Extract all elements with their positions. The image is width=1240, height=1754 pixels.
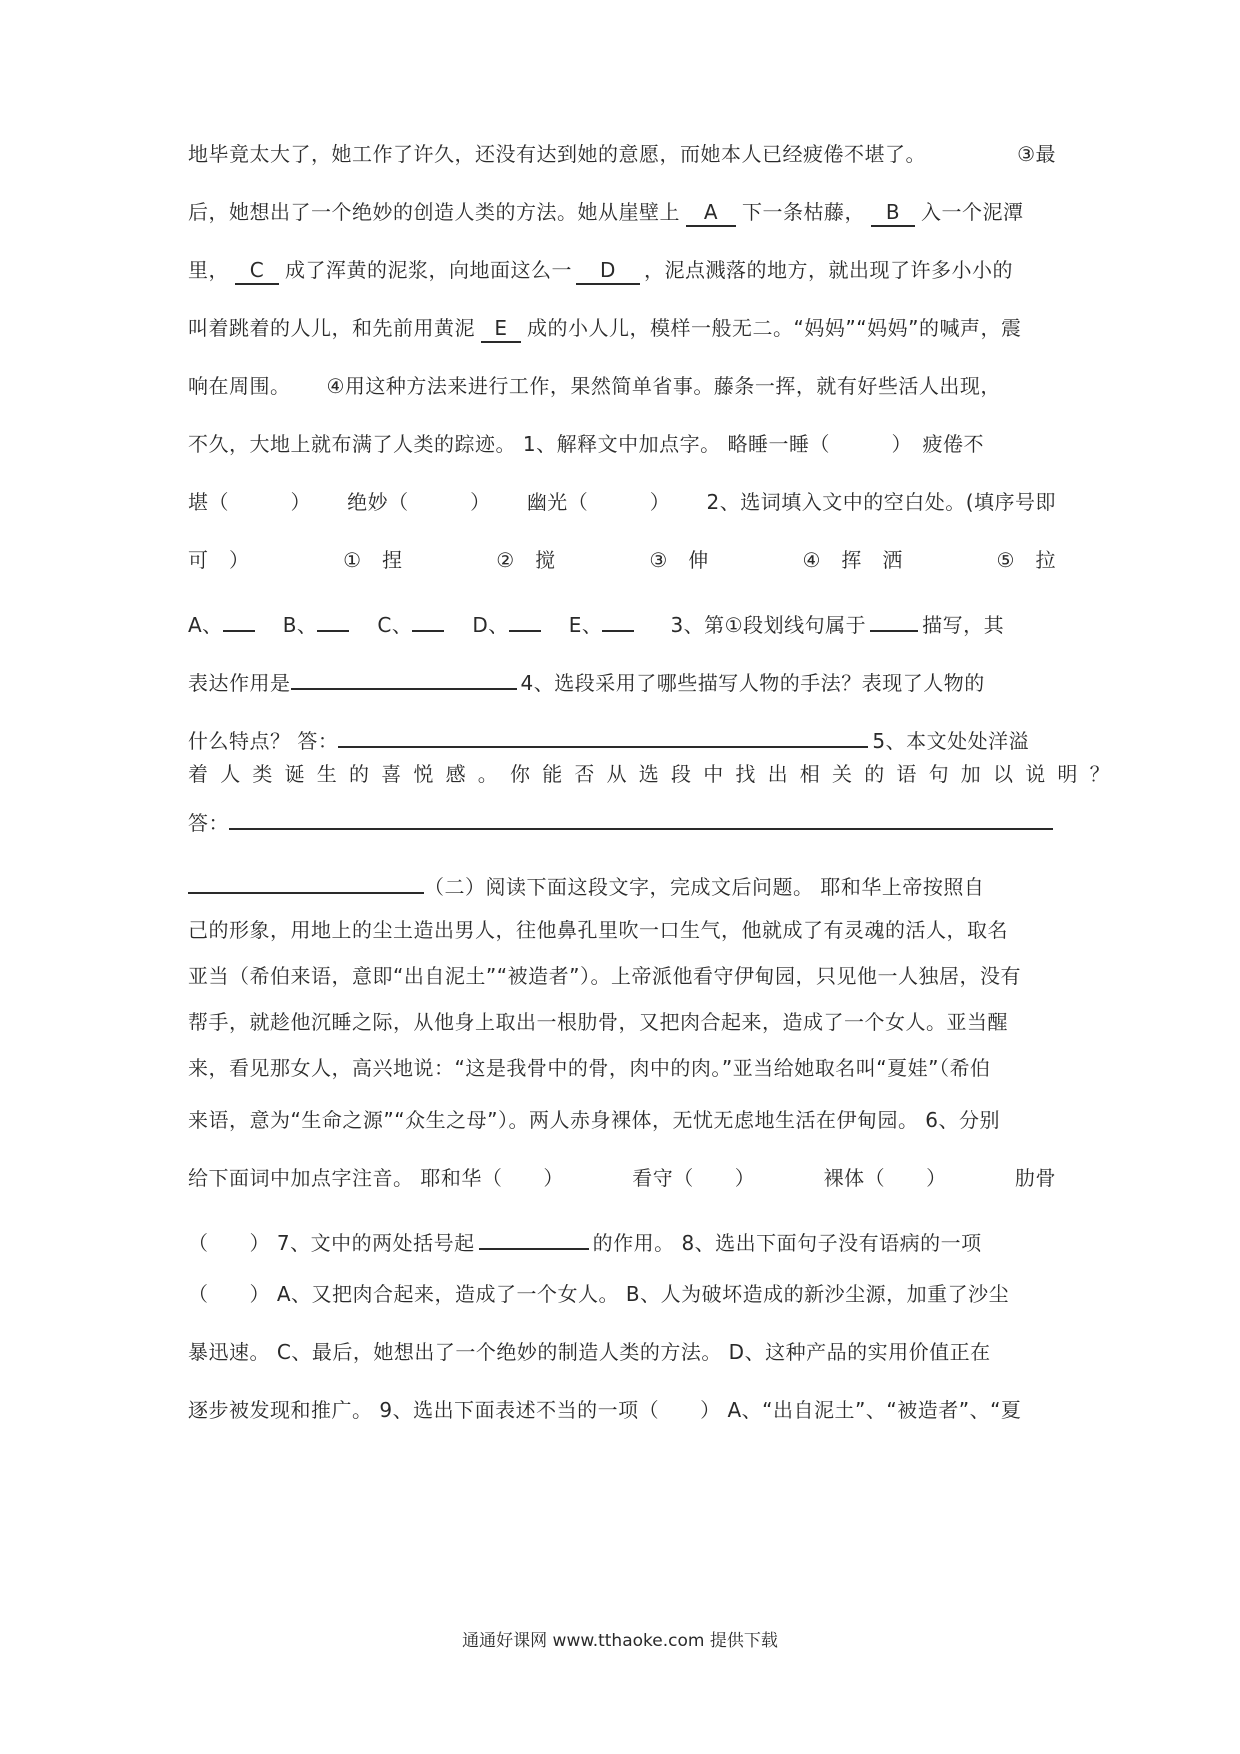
text: 5、本文处处洋溢 (872, 729, 1030, 753)
text: 地毕竟太大了，她工作了许久，还没有达到她的意愿，而她本人已经疲倦不堪了。 (188, 142, 926, 166)
question-3-blank (870, 606, 918, 632)
answer-e-blank (602, 606, 634, 632)
passage2-line-9 (188, 1282, 1056, 1306)
answer-line (188, 868, 424, 894)
passage2-line-8 (188, 1224, 1056, 1255)
choice-2: ② 搅 (496, 548, 556, 572)
answer-e-label: E、 (568, 613, 603, 637)
blank-b: B (871, 201, 915, 227)
text: 看守（ ） (632, 1166, 756, 1190)
answer-d-label: D、 (472, 613, 509, 637)
passage2-line-2 (188, 918, 1056, 942)
text: 4、选段采用了哪些描写人物的手法？表现了人物的 (520, 671, 985, 695)
text: 表达作用是 (188, 671, 291, 695)
text: 幽光（ ） (526, 490, 671, 514)
text: 逐步被发现和推广。 9、选出下面表述不当的一项（ ） A、“出自泥土”、“被造者”、“夏 (188, 1398, 1022, 1422)
text: 帮手，就趁他沉睡之际，从他身上取出一根肋骨，又把肉合起来，造成了一个女人。亚当醒 (188, 1010, 1008, 1034)
answer-b-blank (317, 606, 349, 632)
text: 己的形象，用地上的尘土造出男人，往他鼻孔里吹一口生气，他就成了有灵魂的活人，取名 (188, 918, 1008, 942)
answer-b-label: B、 (282, 613, 318, 637)
text: 不久，大地上就布满了人类的踪迹。 1、解释文中加点字。 略睡一睡（ ） 疲倦不 (188, 432, 984, 456)
text: 答： (188, 811, 229, 835)
text: 下一条枯藤， (742, 200, 865, 224)
text: 响在周围。 (188, 374, 291, 398)
blank-d: D (576, 259, 640, 285)
word-choices (188, 548, 1056, 572)
passage2-line-5 (188, 1056, 1056, 1080)
choice-4: ④ 挥 洒 (802, 548, 903, 572)
text: ，泥点溅落的地方，就出现了许多小小的 (644, 258, 1013, 282)
answer-line (291, 664, 517, 690)
text: 给下面词中加点字注音。 耶和华（ ） (188, 1166, 564, 1190)
answer-c-blank (412, 606, 444, 632)
passage1-line-13 (188, 804, 1056, 835)
passage1-line-4 (188, 316, 1056, 343)
text: 可 ） (188, 548, 250, 572)
passage1-line-11 (188, 722, 1056, 753)
passage1-line-3 (188, 258, 1056, 285)
passage1-line-12 (188, 762, 1122, 786)
text: 裸体（ ） (823, 1166, 947, 1190)
text: 里， (188, 258, 229, 282)
passage2-line-3 (188, 964, 1056, 988)
passage2-line-10 (188, 1340, 1056, 1364)
blank-c: C (235, 259, 279, 285)
answer-c-label: C、 (377, 613, 413, 637)
passage2-line-4 (188, 1010, 1056, 1034)
blank-a: A (686, 201, 736, 227)
choice-5: ⑤ 拉 (996, 548, 1056, 572)
passage2-line-1 (188, 868, 1056, 899)
footer-credit: 通通好课网 www.tthaoke.com 提供下载 (462, 1631, 778, 1651)
answer-line (338, 722, 868, 748)
passage2-line-11 (188, 1398, 1056, 1422)
passage1-line-10 (188, 664, 1056, 695)
passage1-line-5 (188, 374, 1056, 398)
text: 成了浑黄的泥浆，向地面这么一 (285, 258, 572, 282)
text: 后，她想出了一个绝妙的创造人类的方法。她从崖壁上 (188, 200, 680, 224)
paragraph-marker: ③最 (1017, 142, 1056, 166)
text: ④用这种方法来进行工作，果然简单省事。藤条一挥，就有好些活人出现， (326, 374, 1001, 398)
text: 的作用。 8、选出下面句子没有语病的一项 (592, 1231, 982, 1255)
blank-e: E (481, 317, 521, 343)
passage1-line-6 (188, 432, 1056, 456)
text: 来，看见那女人，高兴地说：“这是我骨中的骨，肉中的肉。”亚当给她取名叫“夏娃”（希伯 (188, 1056, 991, 1080)
text: 入一个泥潭 (921, 200, 1024, 224)
text: （ ） A、又把肉合起来，造成了一个女人。 B、人为破坏造成的新沙尘源，加重了沙尘 (188, 1282, 1010, 1306)
passage1-line-7 (188, 490, 1056, 514)
passage2-line-6 (188, 1108, 1056, 1132)
text: 描写，其 (922, 613, 1005, 637)
text: 叫着跳着的人儿，和先前用黄泥 (188, 316, 475, 340)
text: 2、选词填入文中的空白处。(填序号即 (706, 490, 1056, 514)
passage2-line-7 (188, 1166, 1056, 1190)
text: 堪（ ） (188, 490, 311, 514)
answer-a-blank (223, 606, 255, 632)
passage1-line-2 (188, 200, 1056, 227)
text: （ ） 7、文中的两处括号起 (188, 1231, 475, 1255)
answer-line (229, 804, 1053, 830)
text: 亚当（希伯来语，意即“出自泥土”“被造者”）。上帝派他看守伊甸园，只见他一人独居，没有 (188, 964, 1021, 988)
answer-d-blank (509, 606, 541, 632)
choice-1: ① 捏 (343, 548, 403, 572)
text: 来语，意为“生命之源”“众生之母”）。两人赤身裸体，无忧无虑地生活在伊甸园。 6、分别 (188, 1108, 1001, 1132)
text: 绝妙（ ） (347, 490, 491, 514)
passage1-line-9 (188, 606, 1056, 637)
passage1-line-1 (188, 142, 1056, 166)
section-heading: （二）阅读下面这段文字，完成文后问题。 耶和华上帝按照自 (424, 875, 985, 899)
text: 暴迅速。 C、最后，她想出了一个绝妙的制造人类的方法。 D、这种产品的实用价值正在 (188, 1340, 991, 1364)
text: 着人类诞生的喜悦感。你能否从选段中找出相关的语句加以说明？ (188, 762, 1122, 786)
question-3: 3、第①段划线句属于 (670, 613, 867, 637)
text: 什么特点？ 答： (188, 729, 339, 753)
text: 肋骨 (1014, 1166, 1056, 1190)
text: 成的小人儿，模样一般无二。“妈妈”“妈妈”的喊声，震 (527, 316, 1022, 340)
question-7-blank (479, 1224, 589, 1250)
choice-3: ③ 伸 (649, 548, 709, 572)
answer-a-label: A、 (188, 613, 223, 637)
